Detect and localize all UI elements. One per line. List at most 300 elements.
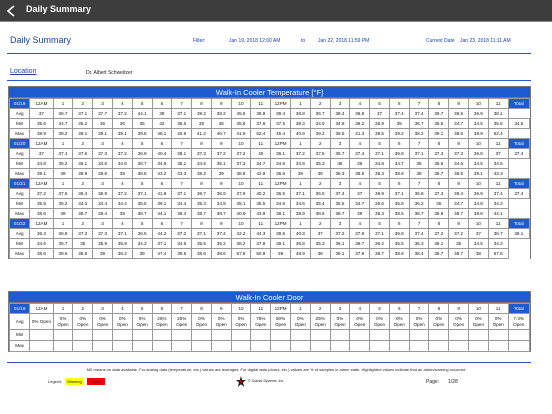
table-cell: 38.8 [429, 209, 449, 219]
hour-header: 3 [93, 99, 113, 109]
temperature-table [9, 98, 530, 259]
table-cell: 39.2 [192, 109, 212, 119]
table-cell: 34.8 [370, 159, 390, 169]
table-cell: 37.5 [271, 119, 291, 129]
hour-header: 6 [389, 99, 409, 109]
table-cell: 0% Open [211, 314, 231, 330]
table-cell [172, 341, 192, 352]
table-cell: 38.7 [429, 249, 449, 259]
hour-header: 4 [350, 139, 370, 149]
table-cell: 38.8 [132, 169, 152, 179]
hour-header: 5 [132, 139, 152, 149]
table-cell: 37.3 [93, 149, 113, 159]
table-cell: 44.2 [152, 229, 172, 239]
page-label: Page: [426, 379, 440, 385]
table-cell: 57.8 [488, 249, 508, 259]
table-cell: 38.3 [370, 169, 390, 179]
hour-header: 8 [192, 219, 212, 229]
date-row [10, 139, 530, 149]
table-cell: 35.7 [53, 239, 73, 249]
table-cell: 38.9 [290, 209, 310, 219]
table-cell: 37.1 [370, 149, 390, 159]
table-cell: 39.1 [152, 199, 172, 209]
avg-label: Avg [10, 149, 30, 159]
table-cell: 38.9 [469, 129, 489, 139]
table-cell: 39 [93, 249, 113, 259]
table-cell: 0% Open [370, 314, 390, 330]
table-cell: 35.5 [330, 199, 350, 209]
table-cell: 34.6 [271, 199, 291, 209]
hour-header: 8 [192, 304, 212, 314]
hour-header: 8 [192, 179, 212, 189]
table-cell: 35.6 [370, 199, 390, 209]
table-cell [30, 341, 53, 352]
filter-to-date[interactable]: Jan 22, 2018 11:59 PM [318, 38, 370, 44]
table-cell: 34.6 [30, 239, 53, 249]
avg-label: Avg [10, 109, 30, 119]
table-cell: 34.9 [330, 119, 350, 129]
hour-header: 8 [429, 179, 449, 189]
hour-header: 4 [112, 304, 132, 314]
table-cell: 37.9 [350, 229, 370, 239]
hour-header: 11 [251, 179, 271, 189]
table-cell: 34.9 [211, 199, 231, 209]
table-cell: 34.9 [172, 239, 192, 249]
table-cell: 38.3 [370, 209, 390, 219]
table-cell: 37.2 [112, 189, 132, 199]
table-cell: 37.2 [330, 229, 350, 239]
table-cell [152, 341, 172, 352]
table-cell: 34.6 [93, 159, 113, 169]
table-cell [290, 330, 310, 341]
table-cell [172, 330, 192, 341]
table-cell: 36 [211, 119, 231, 129]
table-cell [429, 341, 449, 352]
table-cell: 37.9 [231, 189, 251, 199]
hour-header: 7 [172, 179, 192, 189]
hour-header: 4 [112, 219, 132, 229]
hour-header: 4 [112, 99, 132, 109]
hour-header: 12PM [271, 99, 291, 109]
table-cell: 36.9 [211, 189, 231, 199]
table-cell: 38.9 [30, 129, 53, 139]
hour-header: 2 [73, 219, 93, 229]
table-cell: 0% Open [389, 314, 409, 330]
table-cell: 44.1 [488, 209, 508, 219]
table-cell: 36.9 [469, 189, 489, 199]
min-label: Min [10, 330, 30, 341]
table-cell: 34.4 [172, 199, 192, 209]
table-cell: 37.3 [231, 159, 251, 169]
date-cell[interactable]: 01/19 [10, 99, 30, 109]
hour-header: 12AM [30, 99, 53, 109]
date-row [10, 99, 530, 109]
table-cell: 36.7 [330, 149, 350, 159]
table-cell: 36 [409, 159, 429, 169]
table-cell: 35.2 [53, 199, 73, 209]
hour-header: 12AM [30, 139, 53, 149]
table-cell: 35.9 [112, 239, 132, 249]
table-cell: 34.3 [488, 239, 508, 249]
table-cell [132, 341, 152, 352]
hour-header: 8 [192, 99, 212, 109]
company-logo-icon [236, 375, 246, 387]
table-cell: 48.9 [290, 249, 310, 259]
hour-header: 9 [449, 99, 469, 109]
table-cell: 36.9 [132, 149, 152, 159]
table-cell: 35.6 [429, 159, 449, 169]
window-title: Daily Summary [26, 4, 92, 14]
table-cell: 37 [469, 229, 489, 239]
hour-header: 12PM [271, 139, 291, 149]
hour-header: 1 [290, 179, 310, 189]
table-cell: 39 [112, 169, 132, 179]
hour-header: 7 [409, 179, 429, 189]
table-cell: 34.7 [449, 199, 469, 209]
hour-header: 6 [152, 139, 172, 149]
table-cell: 38.4 [330, 109, 350, 119]
hour-header: 8 [429, 219, 449, 229]
table-cell: 0% Open [30, 314, 53, 330]
table-cell: 43.2 [152, 169, 172, 179]
table-cell: 37.1 [73, 109, 93, 119]
hour-header: 8 [429, 304, 449, 314]
table-cell: 38.1 [488, 109, 508, 119]
table-cell: 38.8 [469, 209, 489, 219]
table-cell: 37.3 [73, 229, 93, 239]
current-date-value: Jan 23, 2018 11:11 AM [460, 38, 511, 44]
hour-header: 3 [93, 304, 113, 314]
table-cell: 36.2 [370, 239, 390, 249]
max-row [10, 209, 530, 219]
table-cell: 35.5 [251, 199, 271, 209]
table-cell: 40.2 [251, 189, 271, 199]
hour-header: 3 [330, 139, 350, 149]
table-cell: 43.3 [172, 169, 192, 179]
table-cell: 36.5 [310, 189, 330, 199]
location-label[interactable]: Location [10, 68, 37, 75]
table-cell: 37.4 [211, 229, 231, 239]
table-cell [251, 341, 271, 352]
table-cell: 37.6 [73, 149, 93, 159]
avg-label: Avg [10, 229, 30, 239]
table-cell: 34.8 [469, 199, 489, 209]
table-cell: 35 [429, 199, 449, 209]
hour-header: 11 [251, 139, 271, 149]
table-cell: 37.4 [389, 109, 409, 119]
table-cell: 34.7 [251, 159, 271, 169]
hour-header: 1 [290, 219, 310, 229]
table-cell: 36 [330, 159, 350, 169]
hour-header: 2 [310, 139, 330, 149]
table-cell: 34.5 [469, 119, 489, 129]
table-cell: 41.3 [350, 129, 370, 139]
hour-header: 5 [132, 304, 152, 314]
hour-header: 11 [488, 219, 508, 229]
hour-header: 4 [350, 99, 370, 109]
hour-header: 5 [370, 99, 390, 109]
hour-header: 10 [231, 179, 251, 189]
table-cell: 0% Open [469, 314, 489, 330]
table-cell: 39 [53, 209, 73, 219]
table-cell: 37 [350, 189, 370, 199]
total-header: Total [508, 304, 529, 314]
table-cell: 37.4 [488, 189, 508, 199]
table-cell: 34.9 [152, 159, 172, 169]
min-label: Min [10, 199, 30, 209]
hour-header: 1 [290, 304, 310, 314]
hour-header: 1 [53, 139, 73, 149]
table-cell: 37.2 [172, 229, 192, 239]
table-cell: 34.5 [508, 119, 529, 129]
table-cell: 36 [350, 159, 370, 169]
table-cell: 35.3 [409, 239, 429, 249]
table-cell: 0% Open [231, 314, 251, 330]
date-cell[interactable]: 01/21 [10, 179, 30, 189]
table-cell: 35 [73, 239, 93, 249]
table-cell: 38.6 [192, 249, 212, 259]
table-cell: 36.7 [350, 239, 370, 249]
table-cell: 39.1 [112, 129, 132, 139]
table-cell: 36.9 [93, 189, 113, 199]
table-cell [251, 330, 271, 341]
date-row [10, 179, 530, 189]
min-row [10, 119, 530, 129]
table-cell [330, 330, 350, 341]
table-cell: 35.5 [429, 119, 449, 129]
table-cell: 34.7 [350, 199, 370, 209]
hour-header: 7 [172, 99, 192, 109]
hour-header: 12AM [30, 179, 53, 189]
max-row [10, 169, 530, 179]
table-cell: 38.7 [132, 209, 152, 219]
table-cell: 42 [152, 119, 172, 129]
min-row [10, 159, 530, 169]
table-cell: 38.6 [449, 129, 469, 139]
hour-header: 7 [409, 304, 429, 314]
table-cell: 36.9 [469, 109, 489, 119]
table-cell: 38.6 [310, 209, 330, 219]
door-section-title: Walk-In Cooler Door [9, 292, 530, 303]
table-cell: 36.8 [290, 109, 310, 119]
date-cell[interactable]: 01/20 [10, 139, 30, 149]
table-cell: 37 [310, 229, 330, 239]
hour-header: 3 [330, 304, 350, 314]
hour-header: 5 [132, 99, 152, 109]
table-cell: 38.7 [449, 209, 469, 219]
date-cell[interactable]: 01/19 [10, 304, 30, 314]
table-cell: 36.7 [53, 109, 73, 119]
min-label: Min [10, 239, 30, 249]
avg-row [10, 109, 530, 119]
max-label: Max [10, 129, 30, 139]
hour-header: 12PM [271, 179, 291, 189]
table-cell: 35.1 [231, 199, 251, 209]
table-cell: 38.1 [271, 209, 291, 219]
table-cell: 38.6 [211, 249, 231, 259]
min-label: Min [10, 159, 30, 169]
table-cell: 38.4 [409, 249, 429, 259]
hour-header: 6 [152, 99, 172, 109]
table-cell: 34.5 [488, 159, 508, 169]
table-cell: 38 [469, 249, 489, 259]
hour-header: 5 [132, 179, 152, 189]
min-row [10, 199, 530, 209]
table-cell: 38.4 [172, 209, 192, 219]
table-cell: 34.6 [290, 199, 310, 209]
copyright-text: © Sushal Systems, Inc. [248, 379, 285, 383]
table-cell: 34.5 [469, 159, 489, 169]
max-row [10, 129, 530, 139]
table-cell: 37.2 [290, 149, 310, 159]
header-divider [0, 21, 552, 22]
hour-header: 11 [488, 99, 508, 109]
table-cell: 38.2 [112, 249, 132, 259]
table-cell: 43.3 [488, 169, 508, 179]
table-cell: 42.2 [231, 229, 251, 239]
hour-header: 1 [53, 219, 73, 229]
table-cell: 37.1 [53, 149, 73, 159]
table-cell: 35.6 [30, 119, 53, 129]
table-cell: 35.9 [370, 119, 390, 129]
table-cell: 34.7 [449, 119, 469, 129]
filter-from-date[interactable]: Jan 19, 2018 12:00 AM [229, 38, 281, 44]
table-cell: 38.8 [231, 169, 251, 179]
table-cell: 38.5 [330, 129, 350, 139]
table-cell: 35.6 [488, 119, 508, 129]
date-row [10, 219, 530, 229]
table-cell: 37.2 [211, 149, 231, 159]
hour-header: 8 [429, 139, 449, 149]
hour-header: 10 [231, 99, 251, 109]
table-cell: 35.4 [310, 199, 330, 209]
table-cell: 36.1 [73, 159, 93, 169]
table-cell: 37.2 [231, 149, 251, 159]
hour-header: 7 [409, 99, 429, 109]
table-cell: 37.1 [290, 189, 310, 199]
table-cell: 34.4 [93, 199, 113, 209]
table-cell: 39 [310, 169, 330, 179]
hour-header: 7 [409, 219, 429, 229]
table-cell: 0% Open [488, 314, 508, 330]
table-cell: 39 [409, 169, 429, 179]
table-cell: 37 [30, 109, 53, 119]
table-cell: 37.4 [409, 229, 429, 239]
temperature-section-title: Walk-In Cooler Temperature [°F] [9, 87, 530, 98]
table-cell: 44.1 [152, 209, 172, 219]
hour-header: 2 [310, 179, 330, 189]
table-cell: 37.9 [251, 239, 271, 249]
table-cell [370, 341, 390, 352]
table-cell: 35.3 [310, 159, 330, 169]
table-cell: 0% Open [409, 314, 429, 330]
table-cell: 37.5 [53, 189, 73, 199]
table-cell [73, 341, 93, 352]
table-cell [30, 330, 53, 341]
table-cell [231, 341, 251, 352]
table-cell [449, 330, 469, 341]
table-cell: 38.7 [192, 209, 212, 219]
table-cell: 40.3 [290, 229, 310, 239]
table-cell: 40.6 [290, 129, 310, 139]
table-cell: 35 [389, 119, 409, 129]
table-cell: 47.4 [152, 249, 172, 259]
hour-header: 10 [469, 99, 489, 109]
table-cell: 35.5 [389, 239, 409, 249]
hour-header: 7 [172, 219, 192, 229]
date-cell[interactable]: 01/22 [10, 219, 30, 229]
hour-header: 3 [330, 219, 350, 229]
hour-header: 3 [330, 179, 350, 189]
hour-header: 1 [53, 99, 73, 109]
table-cell [389, 330, 409, 341]
max-row [10, 249, 530, 259]
table-cell: 41.9 [152, 189, 172, 199]
table-cell: 45.4 [271, 129, 291, 139]
back-arrow-icon[interactable] [3, 3, 19, 18]
table-cell: 38.3 [290, 119, 310, 129]
table-cell: 36.4 [73, 189, 93, 199]
table-cell [192, 341, 212, 352]
table-cell: 39.2 [310, 129, 330, 139]
table-cell: 38.7 [370, 249, 390, 259]
table-cell: 34.9 [290, 159, 310, 169]
max-label: Max [10, 169, 30, 179]
table-cell: 40.8 [172, 129, 192, 139]
table-cell: 37.1 [172, 109, 192, 119]
hour-header: 4 [350, 219, 370, 229]
table-cell: 38.6 [350, 169, 370, 179]
table-cell: 36.7 [310, 109, 330, 119]
table-cell [152, 330, 172, 341]
table-cell: 37.2 [429, 229, 449, 239]
table-cell: 38.6 [30, 249, 53, 259]
hour-header: 5 [370, 179, 390, 189]
hour-header: 7 [172, 304, 192, 314]
table-cell: 36.1 [330, 239, 350, 249]
hour-header: 10 [469, 139, 489, 149]
hour-header: 12AM [30, 304, 53, 314]
legend-alarm-swatch: Alarm [87, 378, 105, 385]
table-cell: 57.8 [231, 249, 251, 259]
hour-header: 9 [211, 99, 231, 109]
table-cell: 37 [30, 149, 53, 159]
table-cell [112, 341, 132, 352]
hour-header: 1 [53, 179, 73, 189]
table-cell: 36.5 [271, 189, 291, 199]
table-cell: 40.4 [152, 149, 172, 159]
table-cell [231, 330, 251, 341]
hour-header: 6 [389, 139, 409, 149]
table-cell: 39 [53, 169, 73, 179]
table-cell: 36.3 [30, 229, 53, 239]
table-cell: 39.8 [251, 109, 271, 119]
table-cell: 38.1 [172, 149, 192, 159]
table-cell: 36.2 [231, 239, 251, 249]
table-cell: 37.2 [449, 229, 469, 239]
table-cell: 46.1 [152, 129, 172, 139]
table-cell [112, 330, 132, 341]
table-cell [93, 341, 113, 352]
table-cell: 37.1 [409, 149, 429, 159]
date-row [10, 304, 530, 314]
hour-header: 6 [389, 304, 409, 314]
table-cell: 39 [350, 209, 370, 219]
table-cell: 37.1 [152, 239, 172, 249]
table-cell: 52.4 [488, 129, 508, 139]
table-cell: 34.3 [132, 239, 152, 249]
table-cell [132, 330, 152, 341]
